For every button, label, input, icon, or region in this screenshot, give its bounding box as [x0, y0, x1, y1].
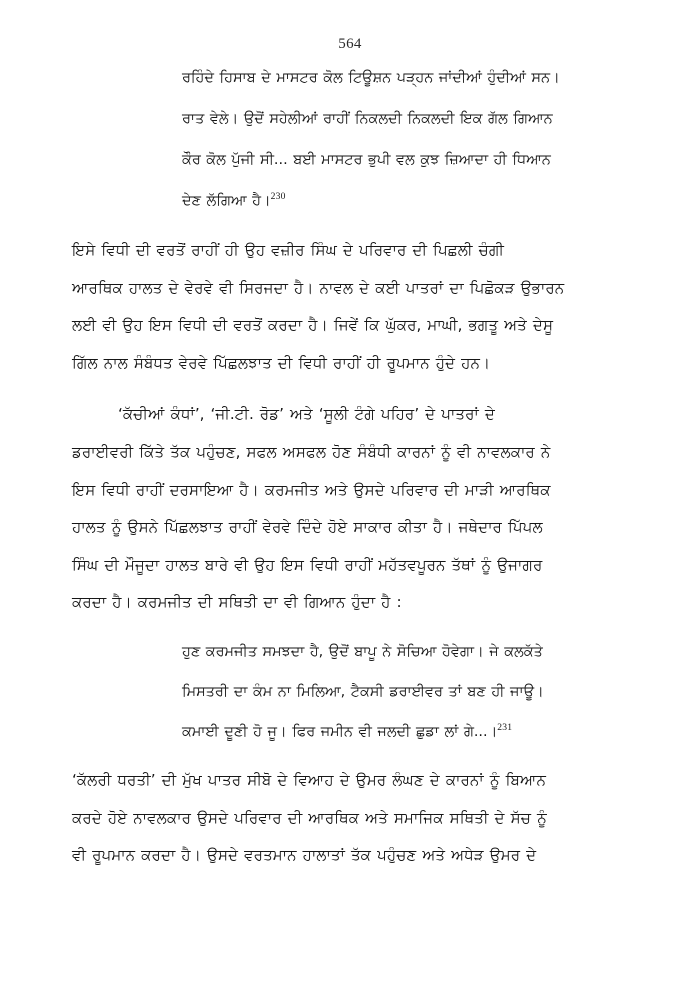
paragraph-line: ਡਰਾਈਵਰੀ ਕਿੱਤੇ ਤੱਕ ਪਹੁੰਚਣ, ਸਫਲ ਅਸਫਲ ਹੋਣ ਸੰਬੰਧੀ ਕਾਰਨਾਂ ਨੂੰ ਵੀ ਨਾਵਲਕਾਰ ਨੇ [72, 442, 551, 461]
paragraph-line: ਗਿੱਲ ਨਾਲ ਸੰਬੰਧਤ ਵੇਰਵੇ ਪਿੱਛਲਝਾਤ ਦੀ ਵਿਧੀ ਰਾਹੀਂ ਹੀ ਰੂਪਮਾਨ ਹੁੰਦੇ ਹਨ। [72, 353, 491, 372]
block-quote-2 [182, 632, 628, 752]
footnote-reference[interactable]: 230 [270, 191, 286, 203]
spacer [72, 382, 628, 396]
paragraph-line: ਹਾਲਤ ਨੂੰ ਉਸਨੇ ਪਿੱਛਲਝਾਤ ਰਾਹੀਂ ਵੇਰਵੇ ਦਿੰਦੇ ਹੋਏ ਸਾਕਾਰ ਕੀਤਾ ਹੈ। ਜਥੇਦਾਰ ਪਿੱਪਲ [72, 518, 543, 537]
spacer [72, 752, 628, 762]
quote-line: ਰਹਿੰਦੇ ਹਿਸਾਬ ਦੇ ਮਾਸਟਰ ਕੋਲ ਟਿਊਸ਼ਨ ਪੜ੍ਹਨ ਜਾਂਦੀਆਂ ਹੁੰਦੀਆਂ ਸਨ। [182, 70, 560, 86]
paragraph-line-text: ‘ਕੱਚੀਆਂ ਕੰਧਾਂ’, ‘ਜੀ.ਟੀ. ਰੋਡ’ ਅਤੇ ‘ਸੂਲੀ ਟੰਗੇ ਪਹਿਰ’ ਦੇ ਪਾਤਰਾਂ ਦੇ [118, 405, 495, 424]
quote-line-text: ਦੇਣ ਲੱਗਿਆ ਹੈ। [182, 193, 271, 209]
quote-line-with-footnote [182, 712, 628, 752]
quote-line: ਮਿਸਤਰੀ ਦਾ ਕੰਮ ਨਾ ਮਿਲਿਆ, ਟੈਕਸੀ ਡਰਾਈਵਰ ਤਾਂ ਬਣ ਹੀ ਜਾਊ। [182, 683, 544, 700]
paragraph-line: ਇਸ ਵਿਧੀ ਰਾਹੀਂ ਦਰਸਾਇਆ ਹੈ। ਕਰਮਜੀਤ ਅਤੇ ਉਸਦੇ ਪਰਿਵਾਰ ਦੀ ਮਾੜੀ ਆਰਥਿਕ [72, 480, 551, 499]
paragraph-line-indented [72, 396, 628, 434]
paragraph-line: ਵੀ ਰੂਪਮਾਨ ਕਰਦਾ ਹੈ। ਉਸਦੇ ਵਰਤਮਾਨ ਹਾਲਾਤਾਂ ਤੱਕ ਪਹੁੰਚਣ ਅਤੇ ਅਧੇੜ ਉਮਰ ਦੇ [72, 846, 537, 865]
block-quote-1 [182, 58, 628, 222]
paragraph-2 [72, 396, 628, 622]
page-number: 564 [338, 36, 362, 52]
quote-line-text: ਕਮਾਈ ਦੂਣੀ ਹੋ ਜੂ। ਫਿਰ ਜਮੀਨ ਵੀ ਜਲਦੀ ਛੁਡਾ ਲਾਂ ਗੇ...। [182, 723, 498, 740]
paragraph-line: ਇਸੇ ਵਿਧੀ ਦੀ ਵਰਤੋਂ ਰਾਹੀਂ ਹੀ ਉਹ ਵਜ਼ੀਰ ਸਿੰਘ ਦੇ ਪਰਿਵਾਰ ਦੀ ਪਿਛਲੀ ਚੰਗੀ [72, 241, 504, 259]
quote-line: ਹੁਣ ਕਰਮਜੀਤ ਸਮਝਦਾ ਹੈ, ਉਦੋਂ ਬਾਪੂ ਨੇ ਸੋਚਿਆ ਹੋਵੇਗਾ। ਜੇ ਕਲਕੱਤੇ [182, 643, 543, 660]
page-content [72, 58, 628, 875]
paragraph-line: ਸਿੰਘ ਦੀ ਮੌਜੂਦਾ ਹਾਲਤ ਬਾਰੇ ਵੀ ਉਹ ਇਸ ਵਿਧੀ ਰਾਹੀਂ ਮਹੱਤਵਪੂਰਨ ਤੱਥਾਂ ਨੂੰ ਉਜਾਗਰ [72, 555, 543, 574]
paragraph-line: ਆਰਥਿਕ ਹਾਲਤ ਦੇ ਵੇਰਵੇ ਵੀ ਸਿਰਜਦਾ ਹੈ। ਨਾਵਲ ਦੇ ਕਈ ਪਾਤਰਾਂ ਦਾ ਪਿਛੋਕੜ ਉਭਾਰਨ [72, 278, 565, 297]
quote-line-with-footnote [182, 181, 628, 222]
footnote-reference[interactable]: 231 [497, 722, 513, 734]
paragraph-3 [72, 762, 628, 875]
spacer [72, 222, 628, 232]
paragraph-1 [72, 232, 628, 382]
spacer [72, 622, 628, 632]
paragraph-line: ‘ਕੱਲਰੀ ਧਰਤੀ’ ਦੀ ਮੁੱਖ ਪਾਤਰ ਸੀਬੋ ਦੇ ਵਿਆਹ ਦੇ ਉਮਰ ਲੰਘਣ ਦੇ ਕਾਰਨਾਂ ਨੂੰ ਬਿਆਨ [72, 770, 547, 789]
paragraph-line: ਲਈ ਵੀ ਉਹ ਇਸ ਵਿਧੀ ਦੀ ਵਰਤੋਂ ਕਰਦਾ ਹੈ। ਜਿਵੇਂ ਕਿ ਘੁੱਕਰ, ਮਾਘੀ, ਭਗਤੂ ਅਤੇ ਦੇਸੂ [72, 316, 554, 335]
paragraph-line: ਕਰਦੇ ਹੋਏ ਨਾਵਲਕਾਰ ਉਸਦੇ ਪਰਿਵਾਰ ਦੀ ਆਰਥਿਕ ਅਤੇ ਸਮਾਜਿਕ ਸਥਿਤੀ ਦੇ ਸੱਚ ਨੂੰ [72, 808, 547, 827]
quote-line: ਰਾਤ ਵੇਲੇ। ਉਦੋਂ ਸਹੇਲੀਆਂ ਰਾਹੀਂ ਨਿਕਲਦੀ ਨਿਕਲਦੀ ਇਕ ਗੱਲ ਗਿਆਨ [182, 111, 553, 127]
paragraph-line: ਕਰਦਾ ਹੈ। ਕਰਮਜੀਤ ਦੀ ਸਥਿਤੀ ਦਾ ਵੀ ਗਿਆਨ ਹੁੰਦਾ ਹੈ : [72, 593, 402, 612]
quote-line: ਕੌਰ ਕੋਲ ਪੁੱਜੀ ਸੀ... ਬਈ ਮਾਸਟਰ ਭੁਪੀ ਵਲ ਕੁਝ ਜ਼ਿਆਦਾ ਹੀ ਧਿਆਨ [182, 152, 551, 168]
